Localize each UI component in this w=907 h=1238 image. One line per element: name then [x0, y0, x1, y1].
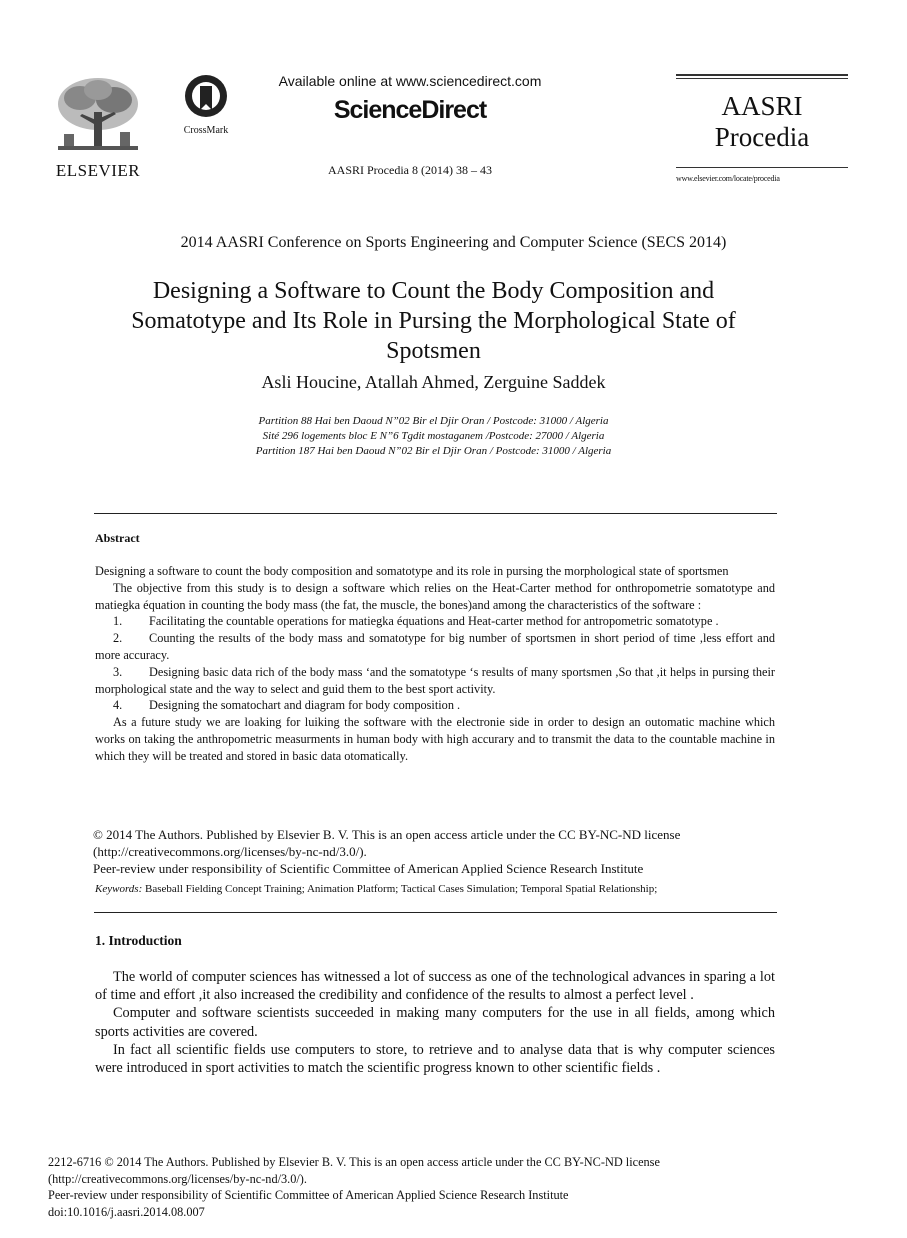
title-line: Designing a Software to Count the Body Composition and — [152, 278, 715, 304]
body-paragraph: Computer and software scientists succeeded in making many computers for the use in all fields, among which sports activities are covered. — [95, 1005, 775, 1040]
journal-title-line2: Procedia — [714, 122, 810, 152]
journal-url[interactable]: www.elsevier.com/locate/procedia — [676, 174, 780, 183]
abstract-paragraph: Designing a software to count the body composition and somatotype and its role in pursing the morphological state of sportsmen — [95, 564, 729, 578]
sciencedirect-logo[interactable]: ScienceDirect — [333, 96, 487, 124]
affiliation: Sité 296 logements bloc E N”6 Tgdit mostaganem /Postcode: 27000 / Algeria — [262, 430, 605, 442]
body-paragraph: In fact all scientific fields use computers to store, to retrieve and to analyse data that is why computer sciences were introduced in sport activities to match the scientific progress known to other scientific fields . — [95, 1041, 775, 1077]
keywords-text: Baseball Fielding Concept Training; Animation Platform; Tactical Cases Simulation; Temporal Spatial Relationship; — [145, 883, 658, 895]
copyright-notice — [93, 826, 783, 877]
doi-link[interactable]: doi:10.1016/j.aasri.2014.08.007 — [48, 1204, 205, 1219]
page-footer — [48, 1154, 788, 1220]
title-line: Spotsmen — [386, 338, 481, 364]
abstract-paragraph: As a future study we are loaking for luiking the software with the electronie side in order to design an outomatic machine which works on taking the anthropometric measurments in human body with high accurary and to transmit the data to the countable machine in which they will be treated and stored in basic data otomatically. — [95, 715, 775, 763]
list-item: 1. Facilitating the countable operations for matiegka équations and Heat-carter method for antropometric somatotype . — [113, 614, 719, 629]
footer-line: Peer-review under responsibility of Scientific Committee of American Applied Science Research Institute — [48, 1188, 569, 1203]
affiliations — [90, 414, 777, 459]
crossmark-icon — [184, 74, 228, 118]
title-line: Somatotype and Its Role in Pursing the Morphological State of — [131, 308, 736, 334]
body-paragraph: The world of computer sciences has witnessed a lot of success as one of the technological advances in sparing a lot of time and effort ,it also increased the credibility and confidence of the results to almost a perfect level . — [95, 969, 775, 1004]
journal-title — [676, 91, 848, 153]
elsevier-logo — [50, 74, 146, 180]
elsevier-tree-icon — [50, 74, 146, 156]
paper-title — [90, 276, 777, 366]
conference-name: 2014 AASRI Conference on Sports Engineering and Computer Science (SECS 2014) — [180, 234, 727, 251]
introduction-body — [95, 968, 775, 1077]
abstract-body — [95, 563, 775, 765]
list-item: 3. Designing basic data rich of the body mass ‘and the somatotype ‘s results of many sportsmen ,So that ,it helps in pursing their morphological state and the way to select and guid them to the best sport activity. — [95, 664, 775, 696]
keywords — [95, 883, 785, 895]
abstract-paragraph: The objective from this study is to design a software which relies on the Heat-Carter method for onthropometrie somatotype and matiegka équation in counting the body mass (the fat, the muscle, the bones)and among the characteristics of the software : — [95, 580, 775, 612]
available-online-text: Available online at www.sciencedirect.com — [278, 73, 542, 89]
footer-license-link[interactable]: (http://creativecommons.org/licenses/by-nc-nd/3.0/). — [48, 1171, 307, 1186]
footer-line: 2212-6716 © 2014 The Authors. Published by Elsevier B. V. This is an open access article under the CC BY-NC-ND license — [48, 1155, 660, 1169]
authors: Asli Houcine, Atallah Ahmed, Zerguine Saddek — [261, 372, 606, 392]
affiliation: Partition 88 Hai ben Daoud N”02 Bir el Djir Oran / Postcode: 31000 / Algeria — [258, 415, 609, 427]
divider — [94, 912, 777, 913]
peer-review-line: Peer-review under responsibility of Scientific Committee of American Applied Science Research Institute — [93, 861, 644, 876]
journal-title-line1: AASRI — [721, 91, 803, 121]
abstract-heading: Abstract — [95, 531, 140, 545]
journal-reference: AASRI Procedia 8 (2014) 38 – 43 — [328, 163, 492, 177]
section-heading: 1. Introduction — [95, 933, 182, 948]
crossmark-badge[interactable] — [175, 74, 237, 136]
list-item: 4. Designing the somatochart and diagram for body composition . — [113, 698, 461, 713]
list-item: 2. Counting the results of the body mass and somatotype for big number of sportsmen in short period of time ,less effort and more accuracy. — [95, 631, 775, 662]
divider — [94, 513, 777, 514]
journal-masthead — [676, 74, 848, 183]
affiliation: Partition 187 Hai ben Daoud N”02 Bir el Djir Oran / Postcode: 31000 / Algeria — [255, 445, 612, 457]
license-link[interactable]: (http://creativecommons.org/licenses/by-nc-nd/3.0/). — [93, 844, 367, 859]
copyright-line: © 2014 The Authors. Published by Elsevier B. V. This is an open access article under the CC BY-NC-ND license — [93, 827, 681, 842]
publisher-name: ELSEVIER — [55, 161, 141, 180]
keywords-label: Keywords: — [95, 883, 143, 895]
crossmark-label: CrossMark — [183, 125, 229, 136]
